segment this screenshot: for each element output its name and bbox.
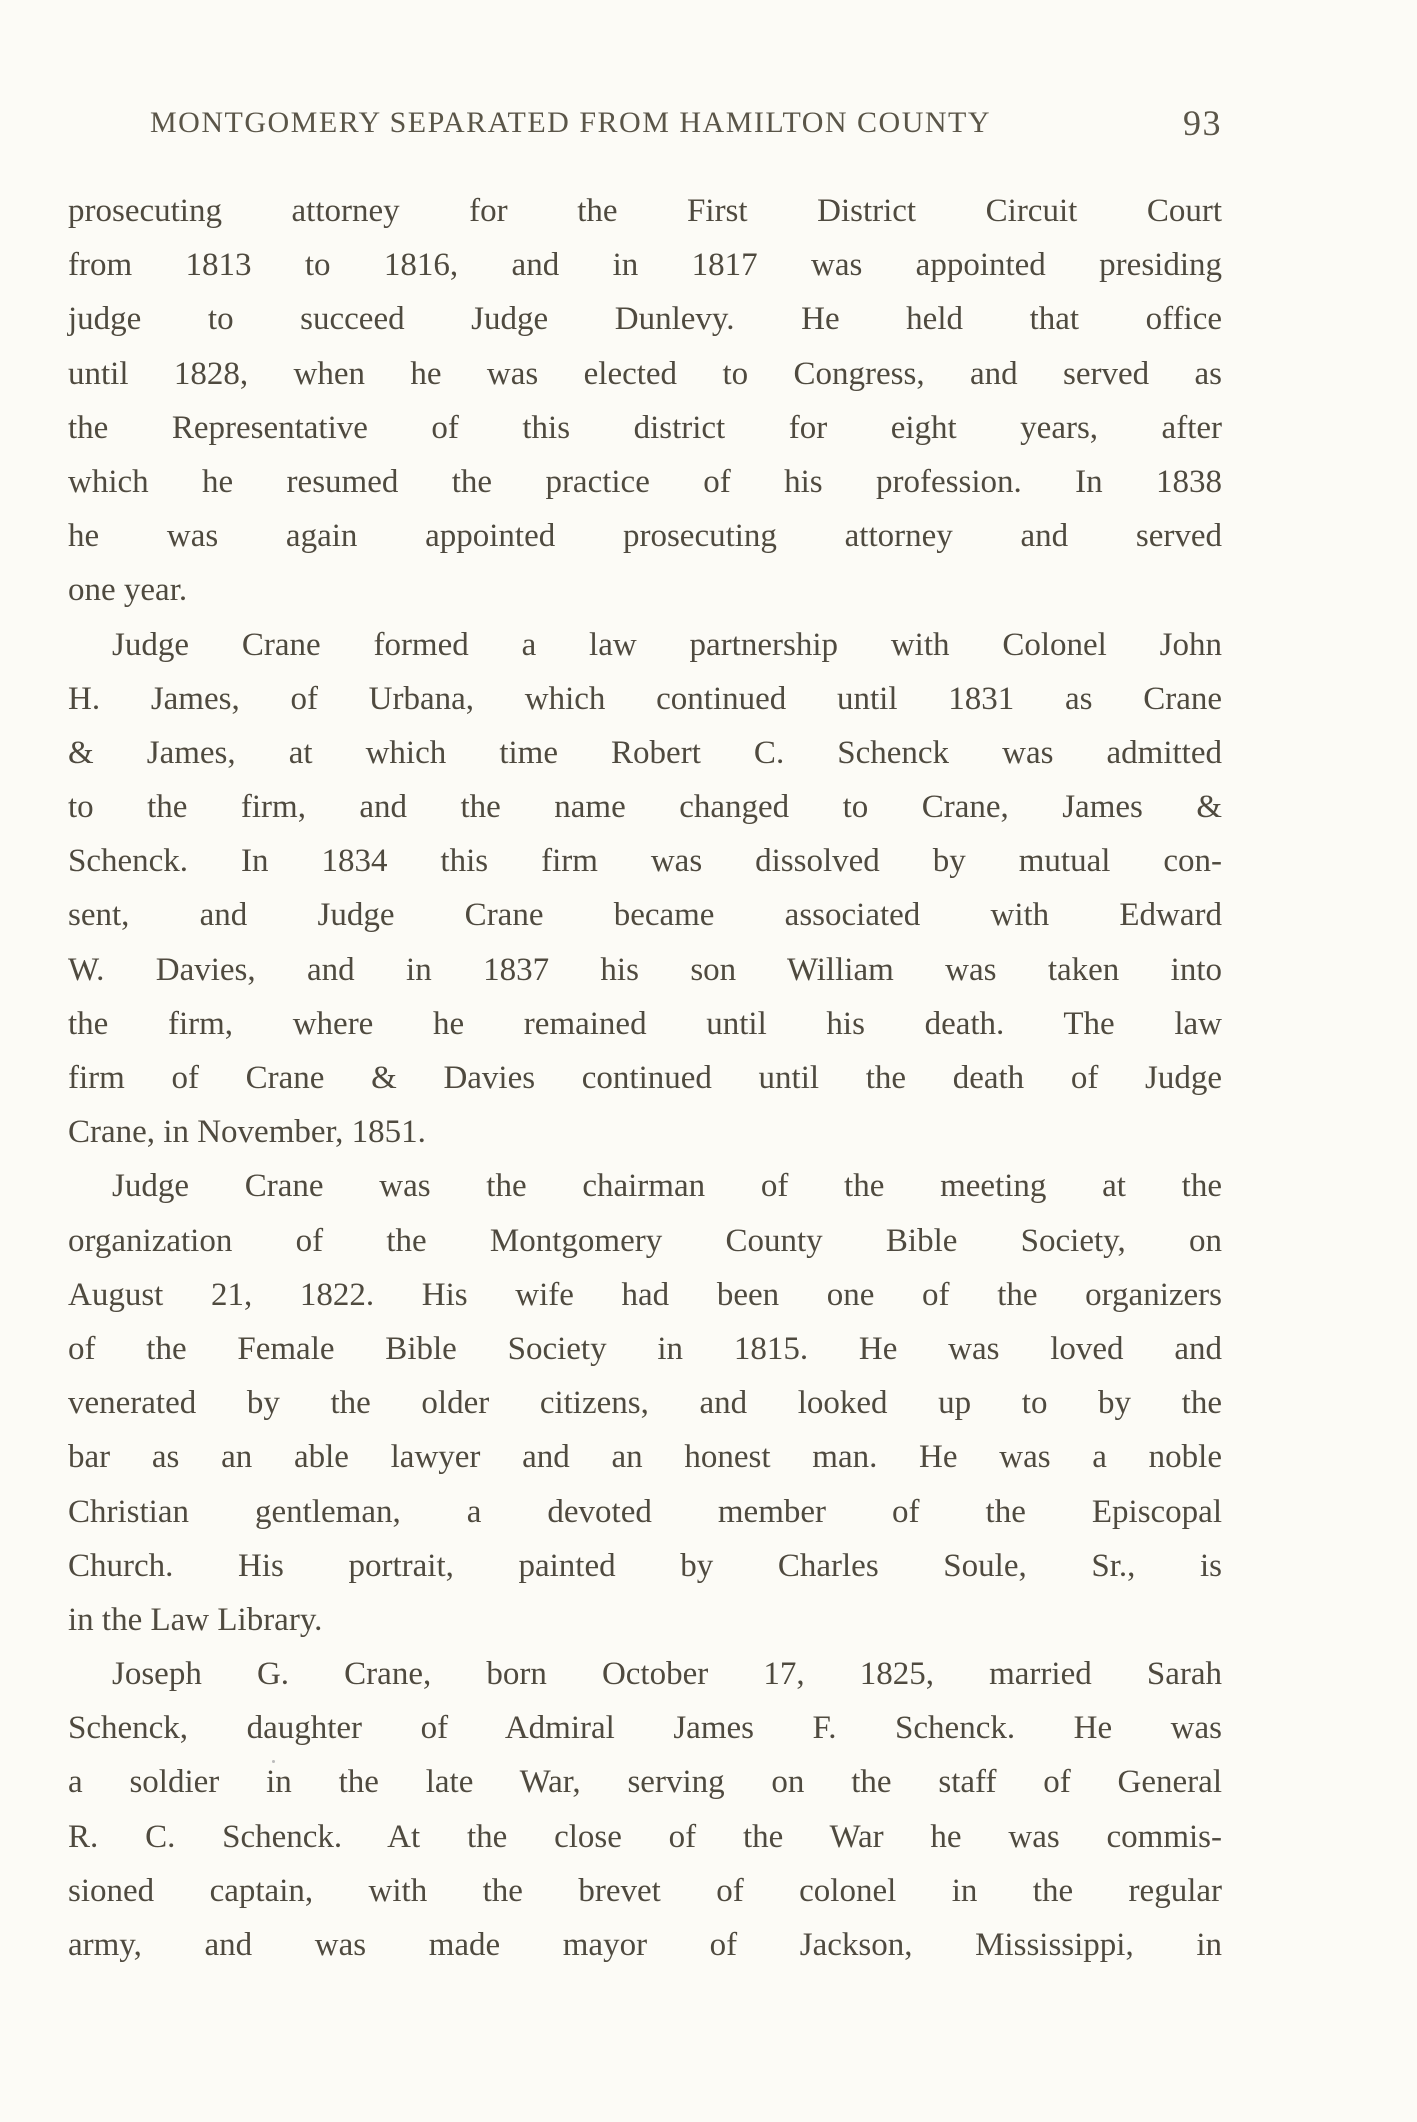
text-line: W. Davies, and in 1837 his son William was taken into [68, 951, 1222, 988]
text-line: which he resumed the practice of his profession. In 1838 [68, 463, 1222, 500]
text-line: Judge Crane formed a law partnership with Colonel John [112, 626, 1222, 663]
text-line: Church. His portrait, painted by Charles Soule, Sr., is [68, 1547, 1222, 1584]
paragraph [68, 1647, 1222, 1972]
text-line: Schenck. In 1834 this firm was dissolved by mutual con- [68, 843, 1222, 880]
body-text [68, 184, 1222, 1972]
text-line: of the Female Bible Society in 1815. He was loved and [68, 1330, 1222, 1367]
text-line: firm of Crane & Davies continued until the death of Judge [68, 1060, 1222, 1096]
text-line: in the Law Library. [68, 1601, 323, 1638]
text-line: bar as an able lawyer and an honest man. He was a noble [68, 1439, 1222, 1476]
text-line: sioned captain, with the brevet of colonel in the regular [68, 1872, 1222, 1909]
text-line: to the firm, and the name changed to Crane, James & [68, 789, 1222, 826]
text-line: prosecuting attorney for the First District Circuit Court [68, 193, 1222, 229]
paragraph [68, 618, 1222, 1160]
text-line: judge to succeed Judge Dunlevy. He held that office [68, 301, 1222, 338]
page-number: 93 [1183, 103, 1222, 143]
running-header-title: MONTGOMERY SEPARATED FROM HAMILTON COUNTY [150, 106, 992, 139]
text-line: venerated by the older citizens, and looked up to by the [68, 1385, 1222, 1422]
text-line: the firm, where he remained until his death. The law [68, 1005, 1222, 1042]
text-line: Joseph G. Crane, born October 17, 1825, married Sarah [112, 1656, 1222, 1693]
paragraph [68, 184, 1222, 618]
text-line: Christian gentleman, a devoted member of the Episcopal [68, 1493, 1222, 1530]
text-line: R. C. Schenck. At the close of the War he was commis- [68, 1818, 1222, 1855]
text-line: Crane, in November, 1851. [68, 1114, 426, 1151]
text-line: H. James, of Urbana, which continued until 1831 as Crane [68, 680, 1222, 717]
text-line: he was again appointed prosecuting attorney and served [68, 518, 1222, 555]
text-line: a soldier in the late War, serving on the staff of General [68, 1764, 1222, 1801]
text-line: one year. [68, 572, 188, 609]
text-line: Judge Crane was the chairman of the meeting at the [112, 1168, 1222, 1205]
paragraph [68, 1159, 1222, 1647]
text-line: from 1813 to 1816, and in 1817 was appointed presiding [68, 247, 1222, 284]
running-header [150, 103, 1222, 150]
text-line: army, and was made mayor of Jackson, Mississippi, in [68, 1927, 1222, 1963]
text-line: until 1828, when he was elected to Congress, and served as [68, 355, 1222, 392]
text-line: the Representative of this district for eight years, after [68, 409, 1222, 446]
scan-speck [272, 1760, 275, 1763]
text-line: & James, at which time Robert C. Schenck was admitted [68, 734, 1222, 771]
text-line: sent, and Judge Crane became associated with Edward [68, 897, 1222, 934]
text-line: August 21, 1822. His wife had been one of the organizers [68, 1276, 1222, 1313]
text-line: Schenck, daughter of Admiral James F. Schenck. He was [68, 1710, 1222, 1747]
text-line: organization of the Montgomery County Bible Society, on [68, 1222, 1222, 1259]
